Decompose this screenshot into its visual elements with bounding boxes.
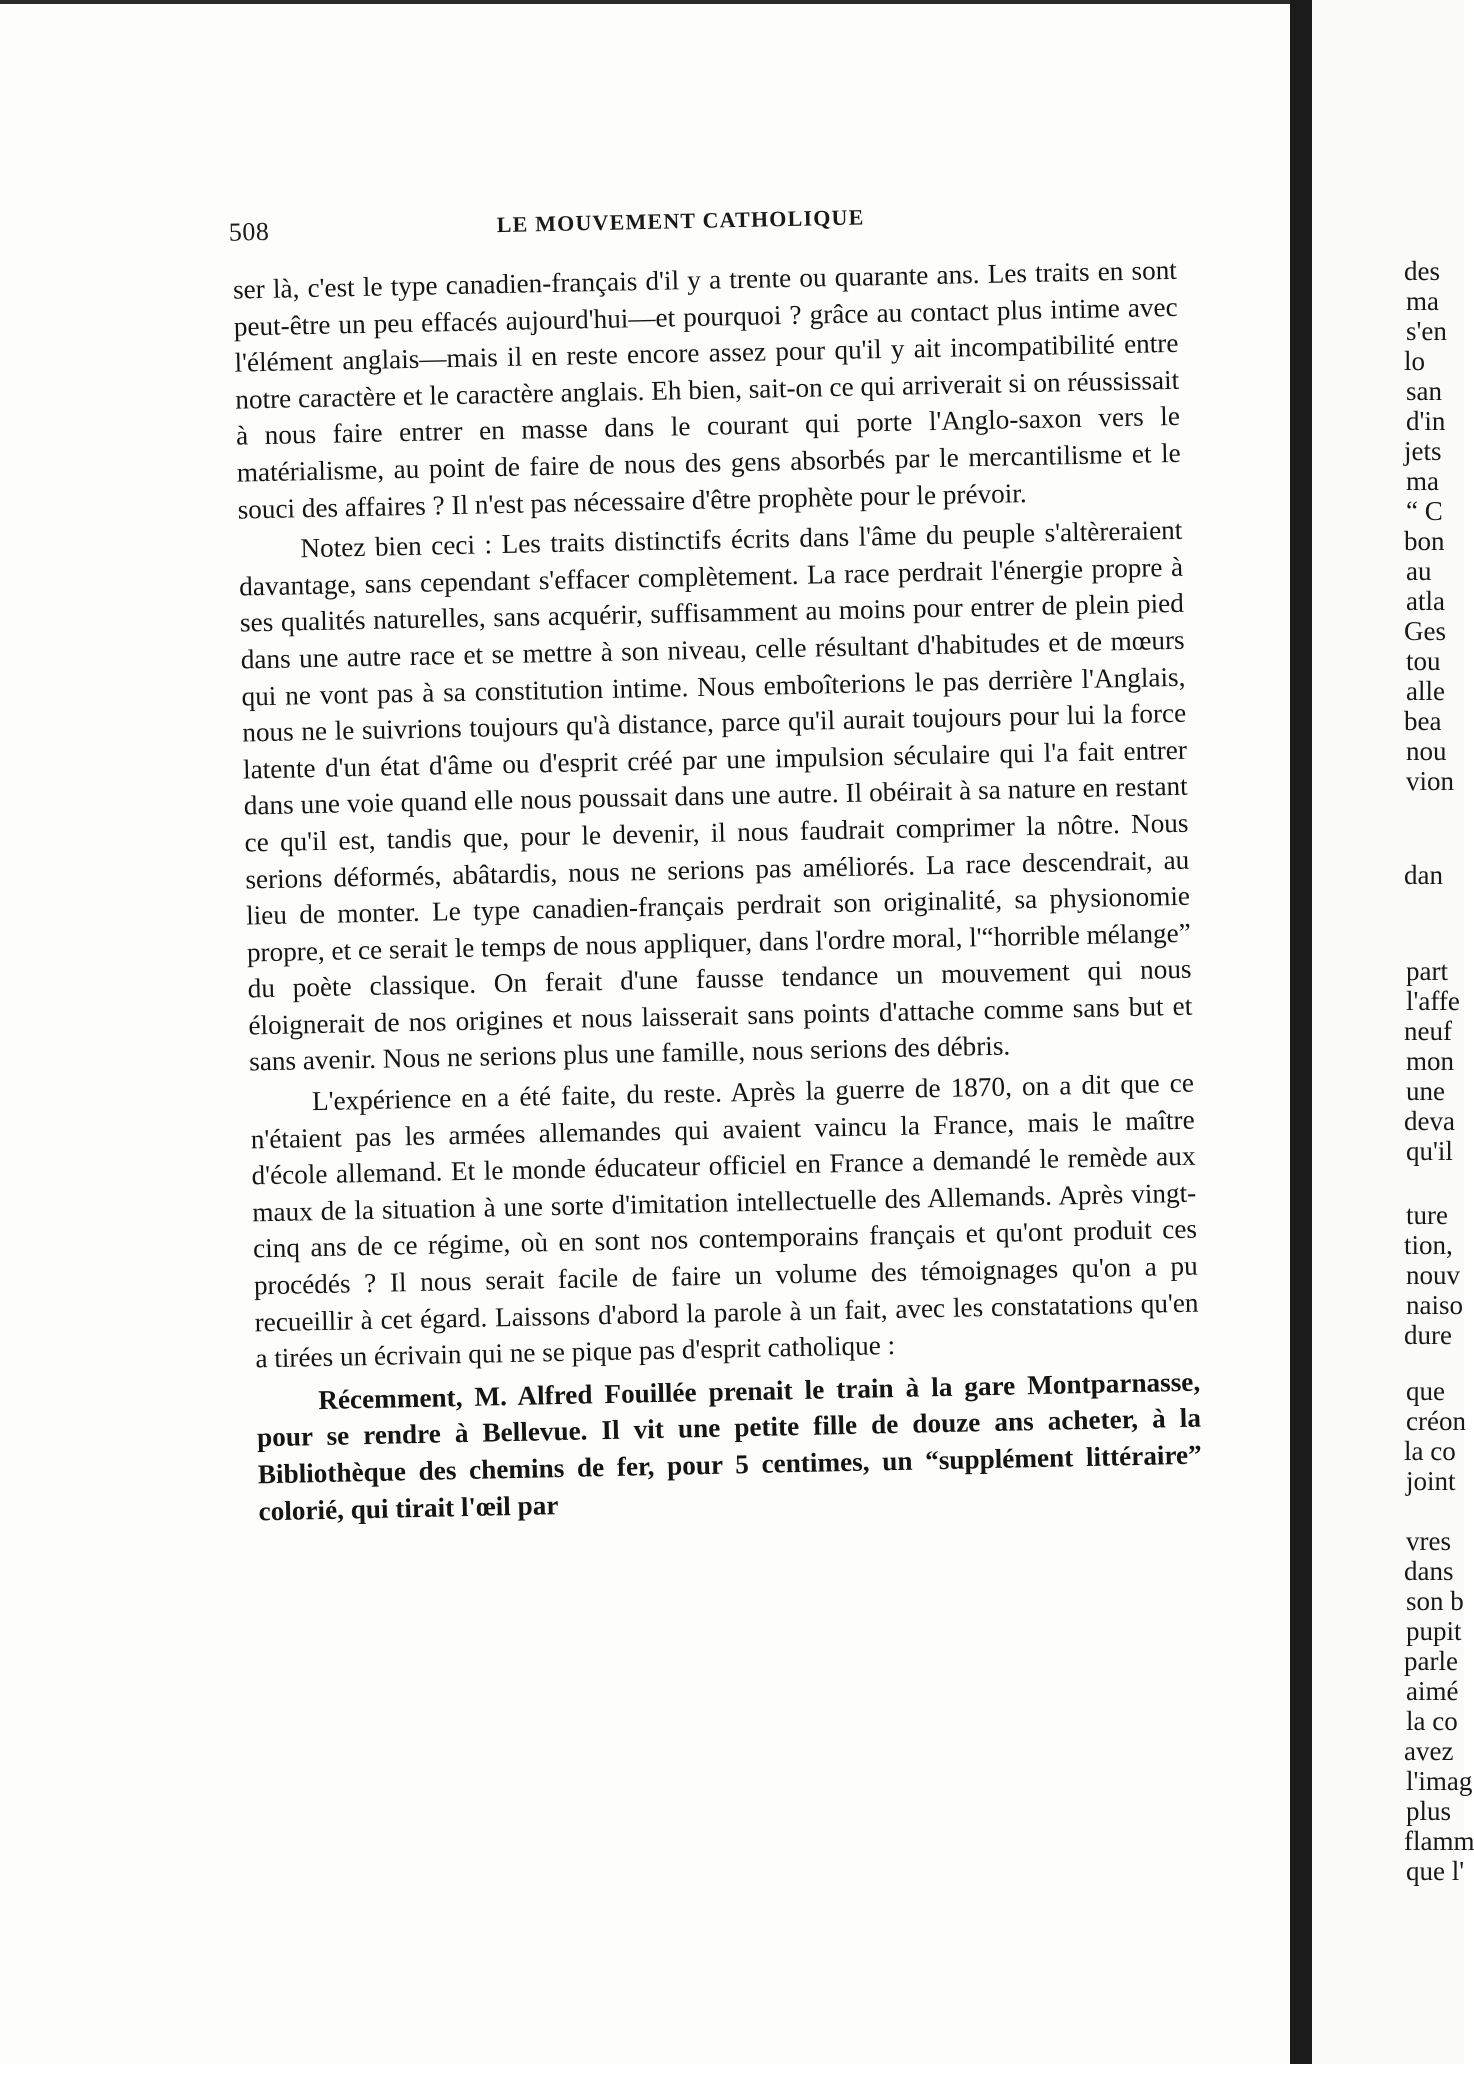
facing-page-line: “ C bbox=[1406, 496, 1443, 526]
facing-page-line: mon bbox=[1406, 1046, 1455, 1076]
facing-page-line: bon bbox=[1404, 526, 1445, 556]
facing-page-line: dans bbox=[1404, 1556, 1454, 1586]
running-head: LE MOUVEMENT CATHOLIQUE bbox=[496, 204, 865, 238]
facing-page-line: des bbox=[1404, 256, 1440, 286]
facing-page-line: la co bbox=[1406, 1706, 1458, 1736]
paragraph-2: Notez bien ceci : Les traits distinctifs écrits dans l'âme du peuple s'altèreraient davantage, sans cependant s'effacer complètement. La race perdrait l'énergie propre à ses qualités naturelles, sans acquérir, suffisamment au moins pour entrer de plein pied dans une autre race et se mettre à son niveau, celle résultant d'habitudes et de mœurs qui ne vont pas à sa constitution intime. Nous emboîterions le pas derrière l'Anglais, nous ne le suivrions toujours qu'à distance, parce qu'il aurait toujours pour lui la force latente d'un état d'âme ou d'esprit créé par une impulsion séculaire qui l'a fait entrer dans une voie quand elle nous poussait dans une autre. Il obéirait à sa nature en restant ce qu'il est, tandis que, pour le devenir, il nous faudrait comprimer la nôtre. Nous serions déformés, abâtardis, nous ne serions pas améliorés. La race descendrait, au lieu de monter. Le type canadien-français perdrait son originalité, sa physionomie propre, et ce serait le temps de nous appliquer, dans l'ordre moral, l'“horrible mélange” du poète classique. On ferait d'une fausse tendance un mouvement qui nous éloignerait de nos origines et nous laisserait sans points d'attache comme sans but et sans avenir. Nous ne serions plus une famille, nous serions des débris. bbox=[238, 514, 1193, 1077]
facing-page-line: part bbox=[1406, 956, 1448, 986]
facing-page bbox=[1312, 0, 1474, 2064]
facing-page-line: bea bbox=[1404, 706, 1442, 736]
facing-page-line: vres bbox=[1406, 1526, 1451, 1556]
facing-page-line: flamm bbox=[1404, 1826, 1474, 1856]
facing-page-line: nouv bbox=[1406, 1260, 1460, 1290]
facing-page-line: tion, bbox=[1404, 1230, 1453, 1260]
facing-page-line: vion bbox=[1406, 766, 1455, 796]
facing-page-line: l'imag bbox=[1406, 1766, 1473, 1796]
paragraph-4: Récemment, M. Alfred Fouillée prenait le train à la gare Montparnasse, pour se rendre à Bellevue. Il vit une petite fille de douze ans acheter, à la Bibliothèque des chemins de fer, pour 5 centimes, un “supplément littéraire” colorié, qui tirait l'œil par bbox=[256, 1366, 1202, 1526]
facing-page-line: neuf bbox=[1404, 1016, 1452, 1046]
facing-page-line: plus bbox=[1406, 1796, 1452, 1826]
facing-page-line: au bbox=[1406, 556, 1432, 586]
facing-page-line: dan bbox=[1404, 860, 1443, 890]
facing-page-line: que bbox=[1406, 1376, 1445, 1406]
facing-page-line: que l' bbox=[1406, 1856, 1465, 1886]
facing-page-text bbox=[1312, 0, 1474, 2064]
facing-page-line: jets bbox=[1404, 436, 1442, 466]
paragraph-3: L'expérience en a été faite, du reste. Après la guerre de 1870, on a dit que ce n'étaient pas les armées allemandes qui avaient vaincu la France, mais le maître d'école allemand. Et le monde éducateur officiel en France a demandé le remède aux maux de la situation à une sorte d'imitation intellectuelle des Allemands. Après vingt-cinq ans de ce régime, où en sont nos contemporains français et qu'ont produit ces procédés ? Il nous serait facile de faire un volume des témoignages qu'on a pu recueillir à cet égard. Laissons d'abord la parole à un fait, avec les constatations qu'en a tirées un écrivain qui ne se pique pas d'esprit catholique : bbox=[250, 1067, 1199, 1374]
facing-page-line: atla bbox=[1406, 586, 1445, 616]
page-number: 508 bbox=[228, 216, 270, 247]
facing-page-line: d'in bbox=[1406, 406, 1446, 436]
paragraph-1: ser là, c'est le type canadien-français d'il y a trente ou quarante ans. Les traits en sont peut-être un peu effacés aujourd'hui—et pourquoi ? grâce au contact plus intime avec l'élément anglais—mais il en reste encore assez pour qu'il y ait incompatibilité entre notre caractère et le caractère anglais. Eh bien, sait-on ce qui arriverait si on réussissait à nous faire entrer en masse dans le courant qui porte l'Anglo-saxon vers le matérialisme, au point de faire de nous des gens absorbés par le mercantilisme et le souci des affaires ? Il n'est pas nécessaire d'être prophète pour le prévoir. bbox=[232, 254, 1181, 525]
facing-page-line: son b bbox=[1406, 1586, 1464, 1616]
facing-page-line: s'en bbox=[1406, 316, 1447, 346]
facing-page-line: ma bbox=[1406, 466, 1439, 496]
facing-page-line: une bbox=[1406, 1076, 1445, 1106]
facing-page-line: aimé bbox=[1406, 1676, 1459, 1706]
facing-page-line: avez bbox=[1404, 1736, 1454, 1766]
facing-page-line: qu'il bbox=[1406, 1136, 1453, 1166]
facing-page-line: Ges bbox=[1404, 616, 1446, 646]
facing-page-line: dure bbox=[1404, 1320, 1452, 1350]
facing-page-line: pupit bbox=[1406, 1616, 1462, 1646]
facing-page-line: ture bbox=[1406, 1200, 1448, 1230]
facing-page-line: deva bbox=[1404, 1106, 1455, 1136]
facing-page-line: lo bbox=[1404, 346, 1426, 376]
facing-page-line: l'affe bbox=[1406, 986, 1460, 1016]
facing-page-line: créon bbox=[1406, 1406, 1466, 1436]
facing-page-line: ma bbox=[1406, 286, 1439, 316]
facing-page-line: parle bbox=[1404, 1646, 1458, 1676]
book-gutter bbox=[1290, 0, 1312, 2064]
facing-page-line: la co bbox=[1404, 1436, 1456, 1466]
facing-page-line: nou bbox=[1406, 736, 1447, 766]
body-text bbox=[233, 252, 1203, 1530]
page-header bbox=[229, 198, 1190, 252]
facing-page-line: naiso bbox=[1406, 1290, 1463, 1320]
facing-page-line: alle bbox=[1406, 676, 1445, 706]
facing-page-line: san bbox=[1406, 376, 1442, 406]
facing-page-line: tou bbox=[1406, 646, 1441, 676]
facing-page-line: joint bbox=[1406, 1466, 1456, 1496]
